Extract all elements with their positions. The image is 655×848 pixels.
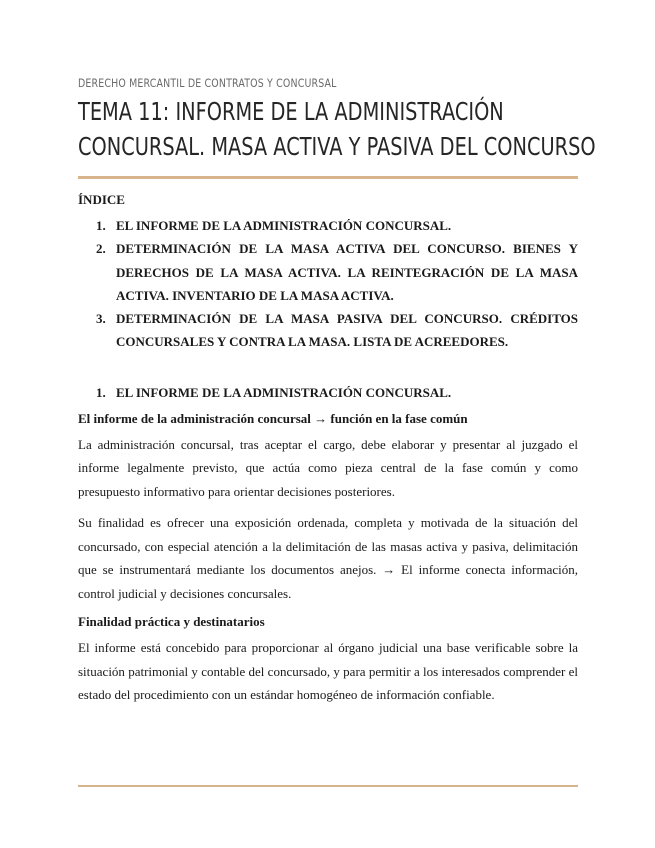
subheading-finalidad: Finalidad práctica y destinatarios xyxy=(78,614,265,630)
paragraph: El informe está concebido para proporcionar al órgano judicial una base verificable sobre la situación patrimonial y contable del concursado, y para permitir a los interesados comprender el estado del procedimiento con un estándar homogéneo de información confiable. xyxy=(78,640,578,703)
course-header: DERECHO MERCANTIL DE CONTRATOS Y CONCURSAL xyxy=(78,76,337,90)
index-heading: ÍNDICE xyxy=(78,192,125,207)
paragraph: La administración concursal, tras aceptar el cargo, debe elaborar y presentar al juzgado el informe legalmente previsto, que actúa como pieza central de la fase común y como presupuesto informativo para orientar decisiones posteriores. xyxy=(78,436,578,499)
paragraph: Su finalidad es ofrecer una exposición ordenada, completa y motivada de la situación del concursado, con especial atención a la delimitación de las masas activa y pasiva, delimitación que se instrumentará mediante los documentos anejos. → El informe conecta información, control judicial y decisiones concursales. xyxy=(78,515,578,601)
header-divider xyxy=(78,176,578,179)
index-item-number: 2. xyxy=(96,241,106,257)
footer-divider xyxy=(78,785,578,787)
section-title: EL INFORME DE LA ADMINISTRACIÓN CONCURSAL. xyxy=(116,384,452,400)
page-title xyxy=(78,94,596,164)
index-item xyxy=(78,237,578,307)
index-item-text: DETERMINACIÓN DE LA MASA ACTIVA DEL CONCURSO. BIENES Y DERECHOS DE LA MASA ACTIVA. LA REINTEGRACIÓN DE LA MASA ACTIVA. INVENTARIO DE LA MASA ACTIVA. xyxy=(116,241,578,303)
title-line-2: CONCURSAL. MASA ACTIVA Y PASIVA DEL CONCURSO xyxy=(78,132,596,161)
index-item xyxy=(78,214,578,237)
subheading-informe: El informe de la administración concursal → función en la fase común xyxy=(78,410,468,426)
index-item xyxy=(78,307,578,354)
index-list xyxy=(78,214,578,354)
section-heading xyxy=(78,382,578,404)
index-item-number: 3. xyxy=(96,311,106,327)
index-item-text: DETERMINACIÓN DE LA MASA PASIVA DEL CONCURSO. CRÉDITOS CONCURSALES Y CONTRA LA MASA. LISTA DE ACREEDORES. xyxy=(116,311,578,350)
document-body xyxy=(78,190,578,707)
index-item-number: 1. xyxy=(96,218,106,233)
section-number: 1. xyxy=(96,384,106,400)
title-line-1: TEMA 11: INFORME DE LA ADMINISTRACIÓN xyxy=(78,97,504,126)
index-item-text: EL INFORME DE LA ADMINISTRACIÓN CONCURSAL. xyxy=(116,218,452,233)
